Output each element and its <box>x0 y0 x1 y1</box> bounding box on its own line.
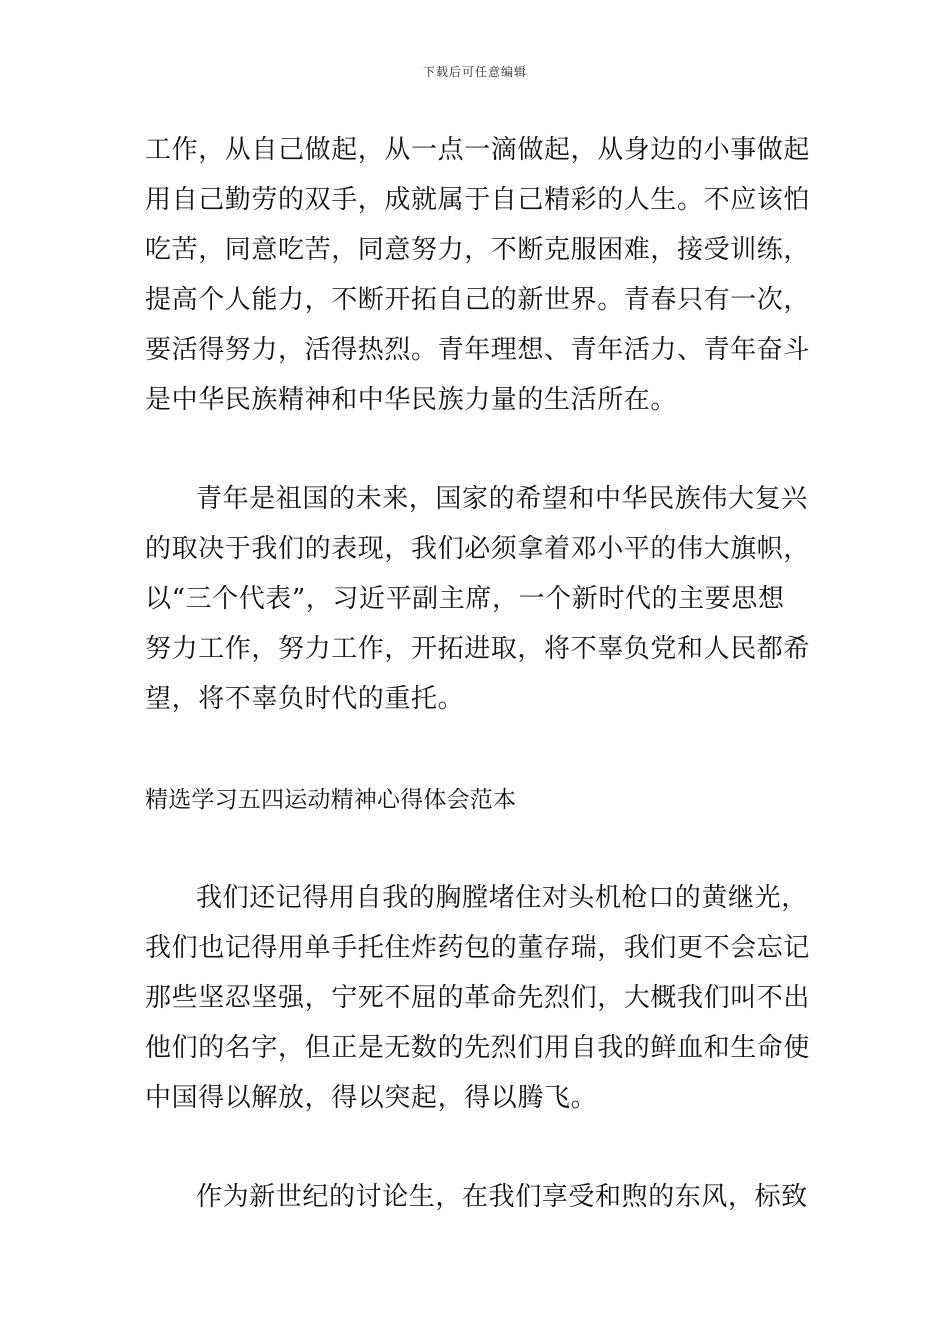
paragraph-line: 的取决于我们的表现，我们必须拿着邓小平的伟大旗帜， <box>145 534 811 564</box>
paragraph-line: 那些坚忍坚强，宁死不屈的革命先烈们，大概我们叫不出 <box>145 983 811 1013</box>
paragraph-line: 他们的名字，但正是无数的先烈们用自我的鲜血和生命使 <box>145 1033 811 1063</box>
paragraph-line: 要活得努力，活得热烈。青年理想、青年活力、青年奋斗 <box>145 335 811 365</box>
paragraph-line: 用自己勤劳的双手，成就属于自己精彩的人生。不应该怕 <box>145 185 811 215</box>
paragraph-line: 我们还记得用自我的胸膛堵住对头机枪口的黄继光， <box>196 883 808 913</box>
paragraph-line: 我们也记得用单手托住炸药包的董存瑞，我们更不会忘记 <box>145 933 811 963</box>
paragraph-line: 是中华民族精神和中华民族力量的生活所在。 <box>145 385 678 415</box>
paragraph-line: 以“三个代表”，习近平副主席，一个新时代的主要思想 <box>145 584 785 614</box>
paragraph-line: 提高个人能力，不断开拓自己的新世界。青春只有一次， <box>145 285 811 315</box>
paragraph-line: 吃苦，同意吃苦，同意努力，不断克服困难，接受训练， <box>145 235 811 265</box>
paragraph-line: 努力工作，努力工作，开拓进取，将不辜负党和人民都希 <box>145 634 811 664</box>
paragraph-line: 工作，从自己做起，从一点一滴做起，从身边的小事做起 <box>145 135 811 165</box>
page-header: 下载后可任意编辑 <box>422 65 527 79</box>
section-heading: 精选学习五四运动精神心得体会范本 <box>145 787 517 813</box>
paragraph-line: 望，将不辜负时代的重托。 <box>145 684 465 714</box>
paragraph-line: 作为新世纪的讨论生，在我们享受和煦的东风，标致 <box>196 1182 808 1212</box>
paragraph-line: 中国得以解放，得以突起，得以腾飞。 <box>145 1083 598 1113</box>
paragraph-line: 青年是祖国的未来，国家的希望和中华民族伟大复兴 <box>196 484 808 514</box>
